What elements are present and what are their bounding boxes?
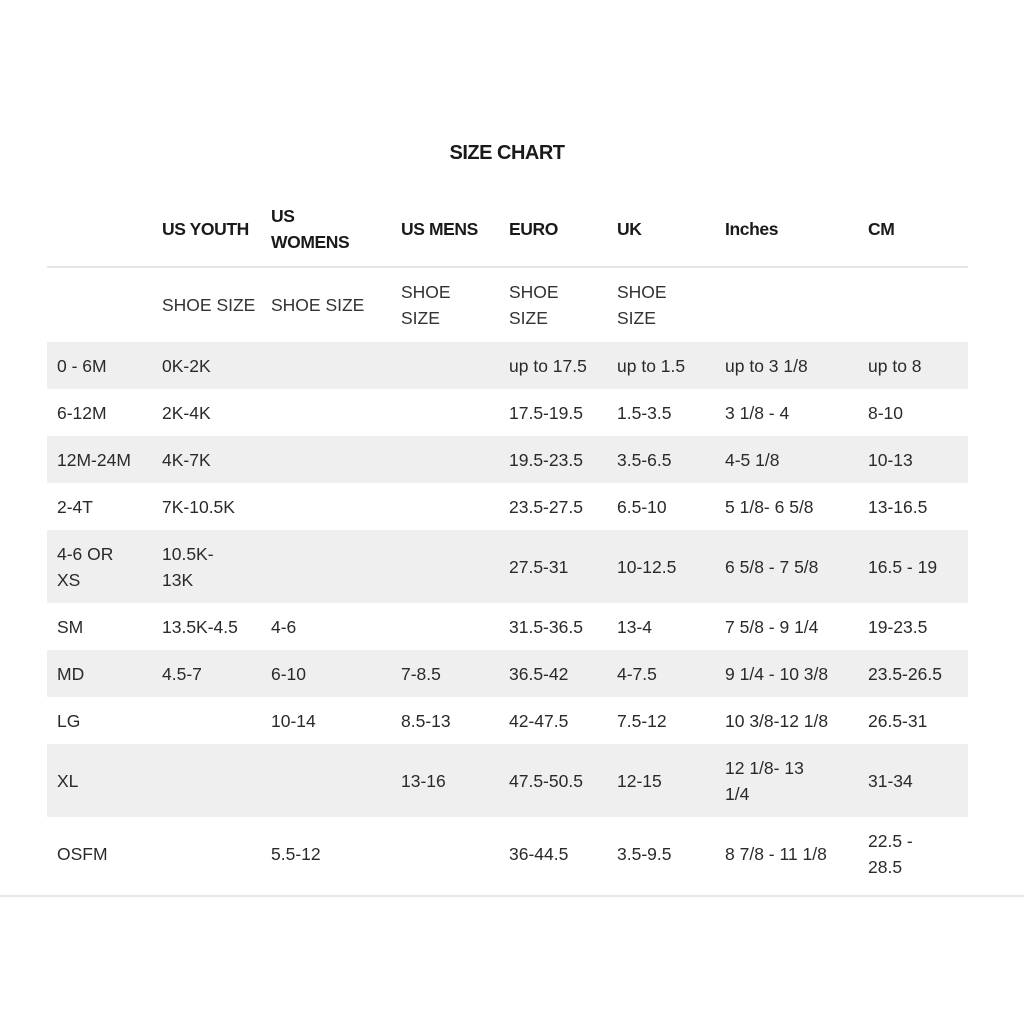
table-cell: 6 5/8 - 7 5/8 xyxy=(725,556,819,577)
table-cell: 13-16 xyxy=(401,770,446,791)
table-cell: 22.5 - 28.5 xyxy=(868,830,913,877)
table-row xyxy=(47,817,968,890)
table-row xyxy=(47,650,968,697)
table-cell: 10-12.5 xyxy=(617,556,677,577)
header-row xyxy=(47,192,968,268)
header-cell: US WOMENS xyxy=(271,206,350,252)
table-cell: 47.5-50.5 xyxy=(509,770,583,791)
table-cell: 2K-4K xyxy=(162,402,211,423)
table-cell: 36-44.5 xyxy=(509,843,569,864)
subheader-cell: SHOE SIZE xyxy=(162,295,256,315)
header-cell: US MENS xyxy=(401,219,478,239)
table-cell: 12-15 xyxy=(617,770,662,791)
table-cell: 26.5-31 xyxy=(868,710,928,731)
table-cell: 13.5K-4.5 xyxy=(162,616,238,637)
bottom-divider xyxy=(0,895,1024,897)
table-row xyxy=(47,603,968,650)
table-cell: 8 7/8 - 11 1/8 xyxy=(725,843,827,864)
table-cell: 7-8.5 xyxy=(401,663,441,684)
size-label-cell: MD xyxy=(57,663,85,684)
table-cell: 42-47.5 xyxy=(509,710,569,731)
table-cell: 5.5-12 xyxy=(271,843,321,864)
table-cell: 19-23.5 xyxy=(868,616,928,637)
table-cell: 6-10 xyxy=(271,663,307,684)
table-cell: 3.5-6.5 xyxy=(617,449,672,470)
table-cell: up to 1.5 xyxy=(617,355,686,376)
size-label-cell: 0 - 6M xyxy=(57,355,107,376)
table-cell: 3 1/8 - 4 xyxy=(725,402,790,423)
subheader-row xyxy=(47,268,968,342)
size-chart-table xyxy=(47,192,968,890)
table-cell: 10-13 xyxy=(868,449,913,470)
header-cell: US YOUTH xyxy=(162,219,249,239)
subheader-cell: SHOE SIZE xyxy=(271,295,365,315)
subheader-cell: SHOE SIZE xyxy=(617,282,667,328)
table-cell: 23.5-27.5 xyxy=(509,496,583,517)
table-cell: 19.5-23.5 xyxy=(509,449,583,470)
table-cell: up to 17.5 xyxy=(509,355,587,376)
table-row xyxy=(47,744,968,817)
subheader-cell: SHOE SIZE xyxy=(509,282,559,328)
size-label-cell: XL xyxy=(57,770,79,791)
table-cell: 31-34 xyxy=(868,770,913,791)
table-cell: 4-7.5 xyxy=(617,663,657,684)
table-cell: up to 3 1/8 xyxy=(725,355,808,376)
table-cell: 4-5 1/8 xyxy=(725,449,780,470)
size-label-cell: 6-12M xyxy=(57,402,107,423)
size-label-cell: LG xyxy=(57,710,81,731)
table-cell: 7.5-12 xyxy=(617,710,667,731)
table-cell: 7 5/8 - 9 1/4 xyxy=(725,616,819,637)
table-row xyxy=(47,483,968,530)
table-cell: 4K-7K xyxy=(162,449,211,470)
table-cell: 3.5-9.5 xyxy=(617,843,672,864)
table-cell: 10.5K-13K xyxy=(162,543,214,590)
table-cell: 7K-10.5K xyxy=(162,496,235,517)
header-cell: EURO xyxy=(509,219,558,239)
header-cell: Inches xyxy=(725,219,779,239)
table-cell: 12 1/8- 13 1/4 xyxy=(725,757,804,804)
table-cell: 1.5-3.5 xyxy=(617,402,672,423)
table-cell: up to 8 xyxy=(868,355,922,376)
table-cell: 16.5 - 19 xyxy=(868,556,938,577)
table-cell: 0K-2K xyxy=(162,355,211,376)
size-label-cell: 2-4T xyxy=(57,496,93,517)
table-cell: 4-6 xyxy=(271,616,297,637)
size-label-cell: 4-6 OR XS xyxy=(57,543,114,590)
table-cell: 36.5-42 xyxy=(509,663,569,684)
header-cell: UK xyxy=(617,219,642,239)
table-row xyxy=(47,436,968,483)
table-cell: 10-14 xyxy=(271,710,316,731)
table-cell: 8.5-13 xyxy=(401,710,451,731)
subheader-cell: SHOE SIZE xyxy=(401,282,451,328)
size-label-cell: OSFM xyxy=(57,843,108,864)
table-row xyxy=(47,697,968,744)
table-row xyxy=(47,530,968,603)
page-title: SIZE CHART xyxy=(449,142,565,164)
table-cell: 9 1/4 - 10 3/8 xyxy=(725,663,829,684)
table-cell: 23.5-26.5 xyxy=(868,663,942,684)
size-label-cell: SM xyxy=(57,616,84,637)
table-cell: 5 1/8- 6 5/8 xyxy=(725,496,814,517)
table-cell: 10 3/8-12 1/8 xyxy=(725,710,829,731)
table-cell: 31.5-36.5 xyxy=(509,616,583,637)
table-cell: 8-10 xyxy=(868,402,904,423)
table-cell: 6.5-10 xyxy=(617,496,667,517)
table-cell: 17.5-19.5 xyxy=(509,402,583,423)
size-label-cell: 12M-24M xyxy=(57,449,131,470)
table-cell: 13-4 xyxy=(617,616,653,637)
table-row xyxy=(47,342,968,389)
table-cell: 13-16.5 xyxy=(868,496,928,517)
header-cell: CM xyxy=(868,219,895,239)
table-cell: 4.5-7 xyxy=(162,663,202,684)
table-row xyxy=(47,389,968,436)
table-cell: 27.5-31 xyxy=(509,556,569,577)
